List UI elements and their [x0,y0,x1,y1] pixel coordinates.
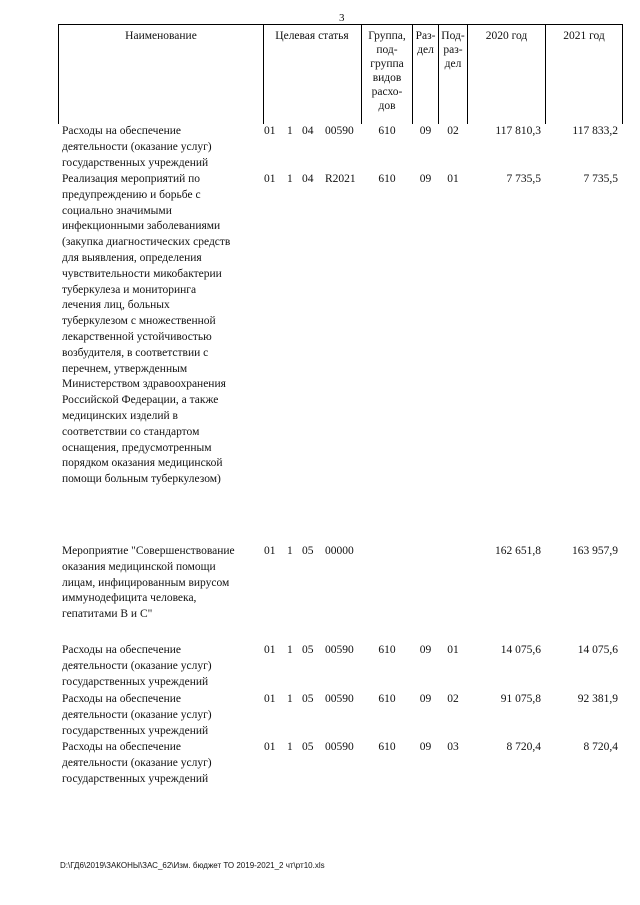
row-target-3: 04 [302,125,314,137]
row-target-1: 01 [264,125,276,137]
row-target-4: 00590 [325,644,354,656]
row-subsection: 01 [447,644,459,656]
row-value-2021: 7 735,5 [583,173,618,185]
row-target-1: 01 [264,741,276,753]
file-path-footer: D:\ГД6\2019\ЗАКОНЫ\ЗАС_62\Изм. бюджет ТО 2019-2021_2 чт\рт10.xls [60,861,325,870]
row-value-2020: 7 735,5 [506,173,541,185]
row-target-3: 05 [302,545,314,557]
row-section: 09 [419,125,432,137]
row-name: Расходы на обеспечение деятельности (оказание услуг) государственных учреждений [62,644,212,688]
row-target-4: 00590 [325,741,354,753]
row-name: Мероприятие "Совершенствование оказания медицинской помощи лицам, инфицированным вирусом иммунодефицита человека, гепатитами В и С" [62,545,235,621]
row-target-4: 00590 [325,125,354,137]
row-target-2: 1 [287,741,293,753]
row-section: 09 [419,644,432,656]
header-subsection: Под- раз- дел [441,30,465,70]
header-target: Целевая статья [275,30,349,42]
row-name: Расходы на обеспечение деятельности (оказание услуг) государственных учреждений [62,741,212,785]
row-subsection: 02 [447,125,459,137]
header-divider [622,24,623,124]
row-target-4: 00590 [325,693,354,705]
header-name: Наименование [125,30,197,42]
row-subsection: 02 [447,693,459,705]
row-target-2: 1 [287,173,293,185]
row-target-2: 1 [287,125,293,137]
row-value-2021: 14 075,6 [577,644,618,656]
row-value-2020: 91 075,8 [500,693,541,705]
row-target-1: 01 [264,693,276,705]
row-group: 610 [378,125,396,137]
row-target-2: 1 [287,545,293,557]
row-section: 09 [419,741,432,753]
header-group: Группа, под- группа видов расхо- дов [368,30,406,112]
header-2021: 2021 год [563,30,605,42]
row-target-2: 1 [287,693,293,705]
row-name: Реализация мероприятий по предупреждению и борьбе с социально значимыми инфекционными заболеваниями (закупка диагностических средств для выявления, определения чувствительности микобактерии туберкулеза и мониторинга лечения лиц, больных туберкулезом с множественной лекарственной устойчивостью возбудителя, в соответствии с перечнем, утвержденным Министерством здравоохранения Российской Федерации, а также медицинских изделий в соответствии со стандартом оснащения, предусмотренным порядком оказания медицинской помощи больным туберкулезом) [62,173,231,486]
row-name: Расходы на обеспечение деятельности (оказание услуг) государственных учреждений [62,125,212,169]
row-group: 610 [378,644,396,656]
row-target-2: 1 [287,644,293,656]
row-value-2021: 92 381,9 [577,693,618,705]
row-target-3: 05 [302,644,314,656]
row-subsection: 01 [447,173,459,185]
row-group: 610 [378,173,396,185]
row-section: 09 [419,173,432,185]
header-2020: 2020 год [485,30,528,42]
row-target-3: 05 [302,693,314,705]
header-divider [58,24,59,124]
row-target-1: 01 [264,173,276,185]
row-subsection: 03 [447,741,459,753]
page-number: 3 [339,12,345,24]
row-value-2020: 8 720,4 [506,741,541,753]
row-value-2020: 14 075,6 [500,644,541,656]
row-group: 610 [378,693,396,705]
row-target-4: R2021 [325,173,356,185]
row-target-3: 05 [302,741,314,753]
row-group: 610 [378,741,396,753]
row-value-2020: 117 810,3 [495,125,541,137]
row-section: 09 [419,693,432,705]
row-value-2021: 163 957,9 [572,545,618,557]
row-target-1: 01 [264,644,276,656]
header-section: Раз- дел [415,30,436,56]
row-name: Расходы на обеспечение деятельности (оказание услуг) государственных учреждений [62,693,212,737]
row-value-2021: 8 720,4 [583,741,618,753]
row-target-4: 00000 [325,545,354,557]
row-target-1: 01 [264,545,276,557]
row-value-2020: 162 651,8 [495,545,541,557]
row-target-3: 04 [302,173,314,185]
row-value-2021: 117 833,2 [572,125,618,137]
